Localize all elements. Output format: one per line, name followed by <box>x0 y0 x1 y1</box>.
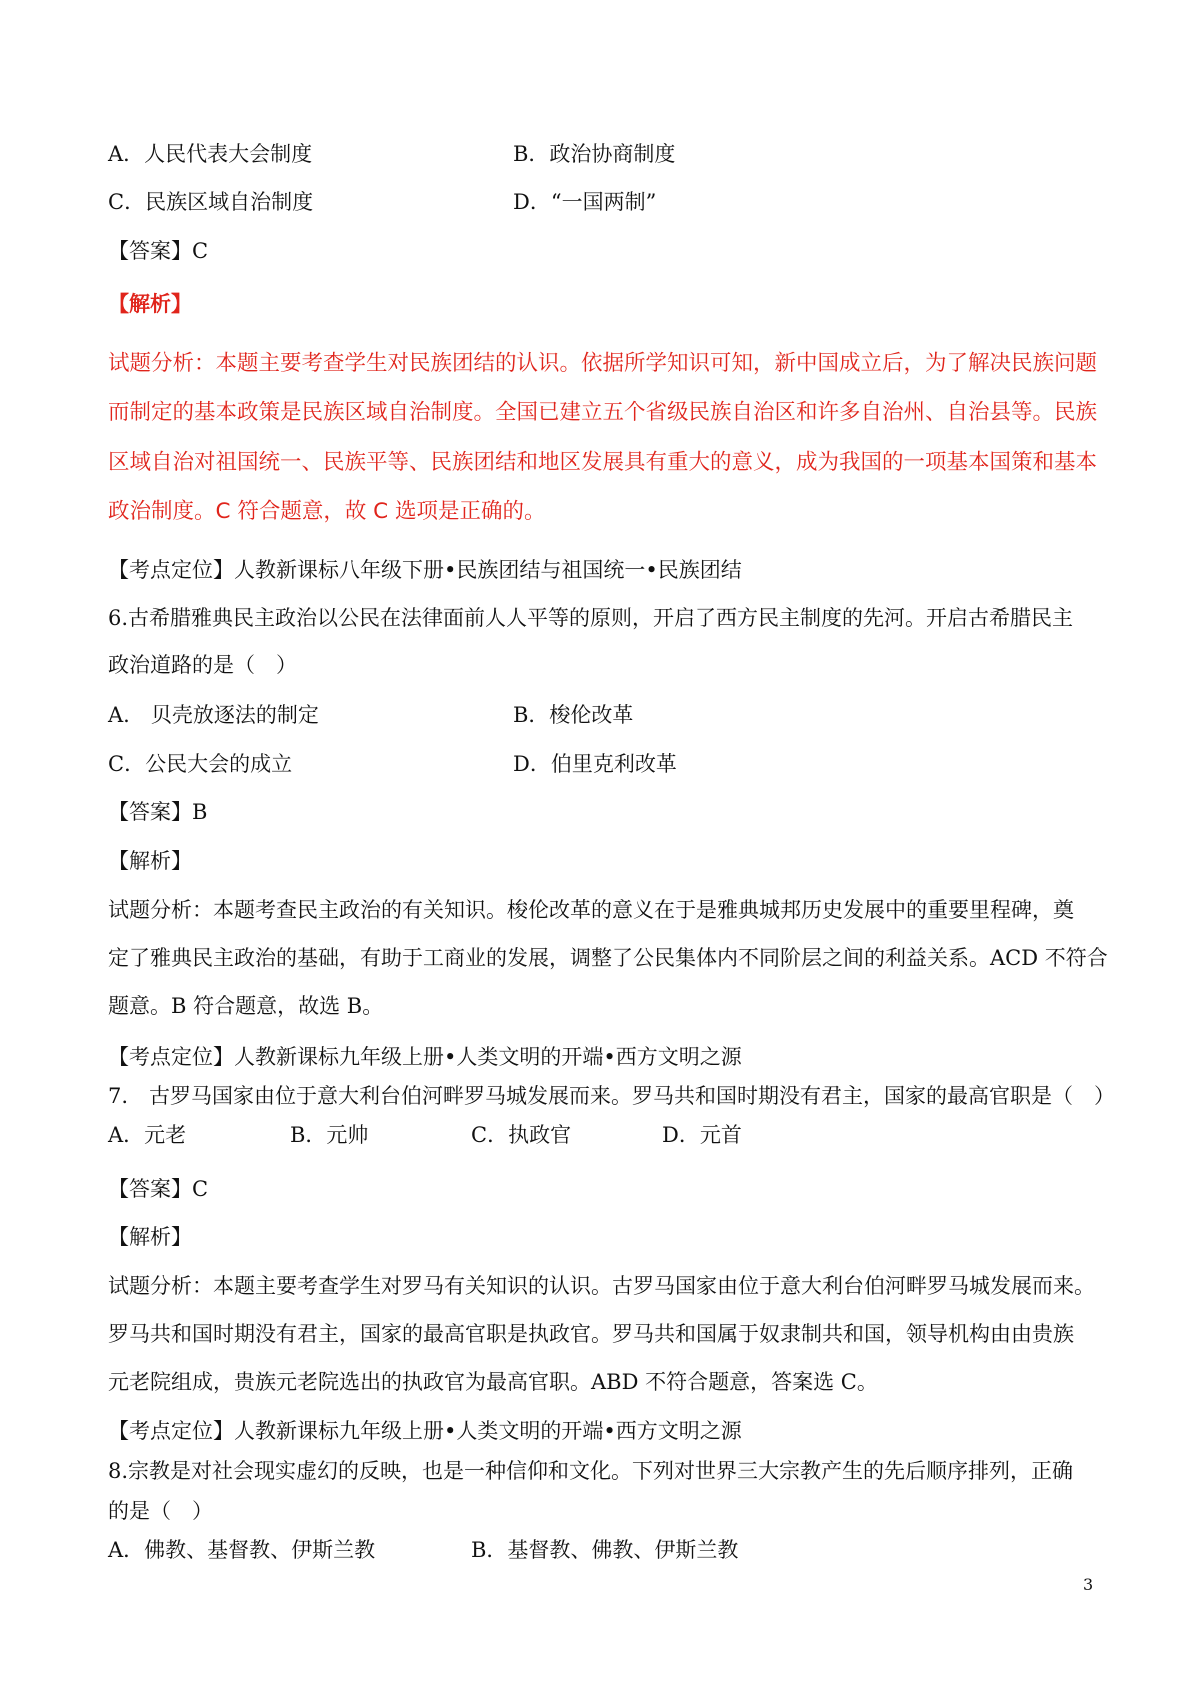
q5-option-b: B．政治协商制度 <box>513 142 676 166</box>
q6-analysis-line: 试题分析：本题考查民主政治的有关知识。梭伦改革的意义在于是雅典城邦历史发展中的重要里程碑，奠 <box>108 898 1074 922</box>
q7-analysis-line: 罗马共和国时期没有君主，国家的最高官职是执政官。罗马共和国属于奴隶制共和国，领导机构由由贵族 <box>108 1322 1074 1346</box>
q6-analysis-line: 题意。B 符合题意，故选 B。 <box>108 994 384 1018</box>
q5-analysis-line: 区域自治对祖国统一、民族平等、民族团结和地区发展具有重大的意义，成为我国的一项基本国策和基本 <box>108 450 1098 475</box>
q5-answer: 【答案】C <box>108 239 209 263</box>
q7-option-d: D．元首 <box>662 1123 742 1147</box>
q8-stem-line: 8.宗教是对社会现实虚幻的反映，也是一种信仰和文化。下列对世界三大宗教产生的先后顺序排列，正确 <box>108 1459 1074 1483</box>
q6-stem-line: 6.古希腊雅典民主政治以公民在法律面前人人平等的原则，开启了西方民主制度的先河。开启古希腊民主 <box>108 606 1074 630</box>
q8-option-a: A．佛教、基督教、伊斯兰教 <box>108 1538 376 1562</box>
page-number: 3 <box>1083 1575 1094 1594</box>
q5-knowledge-point: 【考点定位】人教新课标八年级下册•民族团结与祖国统一•民族团结 <box>108 558 742 582</box>
q6-stem-line: 政治道路的是（ ） <box>108 653 297 677</box>
q6-option-a: A. 贝壳放逐法的制定 <box>108 703 319 727</box>
q7-analysis-line: 试题分析：本题主要考查学生对罗马有关知识的认识。古罗马国家由位于意大利台伯河畔罗马城发展而来。 <box>108 1274 1095 1298</box>
q6-answer: 【答案】B <box>108 800 208 824</box>
q7-analysis-heading: 【解析】 <box>108 1225 192 1249</box>
q6-option-d: D．伯里克利改革 <box>513 752 677 776</box>
q5-analysis-heading: 【解析】 <box>108 292 192 316</box>
q5-analysis-line: 试题分析：本题主要考查学生对民族团结的认识。依据所学知识可知，新中国成立后，为了解决民族问题 <box>108 351 1098 376</box>
q7-option-c: C．执政官 <box>471 1123 572 1147</box>
q8-stem-line: 的是（ ） <box>108 1499 213 1523</box>
q7-option-a: A．元老 <box>108 1123 187 1147</box>
q8-option-b: B．基督教、佛教、伊斯兰教 <box>471 1538 739 1562</box>
q5-option-d: D．“一国两制” <box>513 190 657 214</box>
q5-analysis-line: 而制定的基本政策是民族区域自治制度。全国已建立五个省级民族自治区和许多自治州、自治县等。民族 <box>108 400 1098 425</box>
q6-option-c: C．公民大会的成立 <box>108 752 293 776</box>
q7-analysis-line: 元老院组成，贵族元老院选出的执政官为最高官职。ABD 不符合题意，答案选 C。 <box>108 1370 878 1394</box>
q5-analysis-line: 政治制度。C 符合题意，故 C 选项是正确的。 <box>108 499 546 524</box>
q6-option-b: B．梭伦改革 <box>513 703 634 727</box>
q6-knowledge-point: 【考点定位】人教新课标九年级上册•人类文明的开端•西方文明之源 <box>108 1045 742 1069</box>
q6-analysis-line: 定了雅典民主政治的基础，有助于工商业的发展，调整了公民集体内不同阶层之间的利益关系。ACD 不符合 <box>108 946 1108 970</box>
q7-answer: 【答案】C <box>108 1177 209 1201</box>
q7-knowledge-point: 【考点定位】人教新课标九年级上册•人类文明的开端•西方文明之源 <box>108 1419 742 1443</box>
q7-stem: 7. 古罗马国家由位于意大利台伯河畔罗马城发展而来。罗马共和国时期没有君主，国家的最高官职是（ ） <box>108 1084 1116 1108</box>
q5-option-a: A．人民代表大会制度 <box>108 142 313 166</box>
q5-option-c: C．民族区域自治制度 <box>108 190 314 214</box>
q7-option-b: B．元帅 <box>290 1123 369 1147</box>
q6-analysis-heading: 【解析】 <box>108 849 192 873</box>
